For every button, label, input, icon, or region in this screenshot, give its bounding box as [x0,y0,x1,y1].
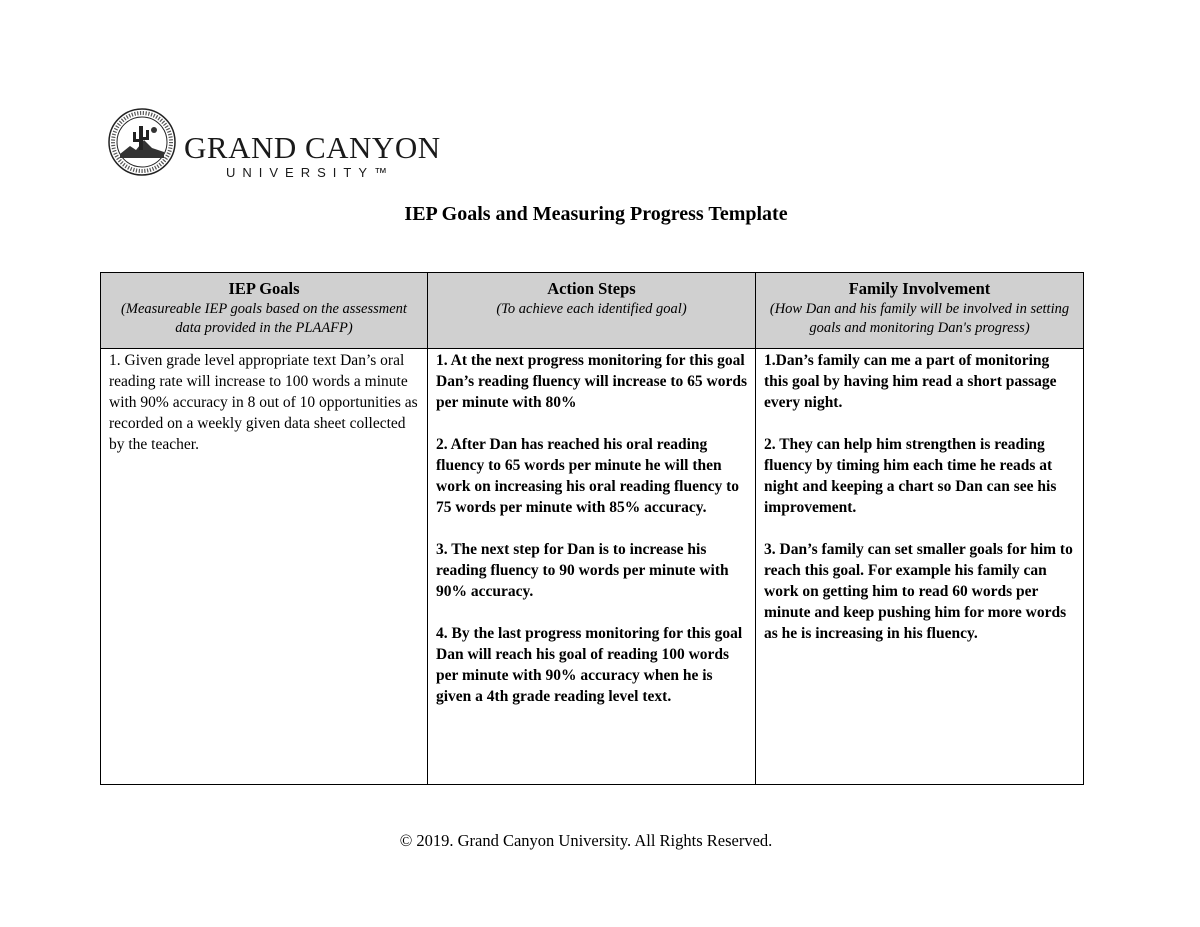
header-subtitle: (To achieve each identified goal) [496,301,687,317]
table-row [101,349,1084,785]
header-family-involvement [756,273,1084,349]
action-step-item: 1. At the next progress monitoring for this goal Dan’s reading fluency will increase to 65 words per minute with 80% [436,352,747,411]
table-header-row [101,273,1084,349]
header-subtitle: (Measureable IEP goals based on the assessment data provided in the PLAAFP) [121,301,407,336]
logo-subtitle: UNIVERSITY™ [226,165,395,180]
header-subtitle: (How Dan and his family will be involved in setting goals and monitoring Dan's progress) [769,301,1070,336]
goal-item: 1. Given grade level appropriate text Dan’s oral reading rate will increase to 100 words a minute with 90% accuracy in 8 out of 10 opportunities as recorded on a weekly given data sheet collected by the teacher. [109,352,418,453]
action-steps-cell [428,349,756,785]
action-step-item: 3. The next step for Dan is to increase his reading fluency to 90 words per minute with 90% accuracy. [436,541,729,600]
copyright-footer: © 2019. Grand Canyon University. All Rights Reserved. [399,831,773,850]
family-involvement-cell [756,349,1084,785]
action-step-item: 2. After Dan has reached his oral reading fluency to 65 words per minute he will then work on increasing his oral reading fluency to 75 words per minute with 85% accuracy. [436,436,739,516]
header-title: Family Involvement [848,279,991,298]
iep-goals-cell [101,349,428,785]
university-seal-icon [108,108,176,176]
family-item: 2. They can help him strengthen is reading fluency by timing him each time he reads at night and keeping a chart so Dan can see his improvement. [764,436,1057,516]
header-iep-goals [101,273,428,349]
family-item: 3. Dan’s family can set smaller goals for him to reach this goal. For example his family can work on getting him to read 60 words per minute and keep pushing him for more words as he is increasing in his fluency. [764,541,1073,642]
university-logo [108,108,441,180]
iep-goals-table [100,272,1084,785]
logo-wordmark: GRAND CANYON [184,130,441,165]
header-title: Action Steps [547,279,636,298]
header-title: IEP Goals [228,279,300,298]
header-action-steps [428,273,756,349]
document-title: IEP Goals and Measuring Progress Template [404,203,788,225]
action-step-item: 4. By the last progress monitoring for this goal Dan will reach his goal of reading 100 words per minute with 90% accuracy when he is given a 4th grade reading level text. [436,625,743,705]
family-item: 1.Dan’s family can me a part of monitoring this goal by having him read a short passage every night. [764,352,1057,411]
